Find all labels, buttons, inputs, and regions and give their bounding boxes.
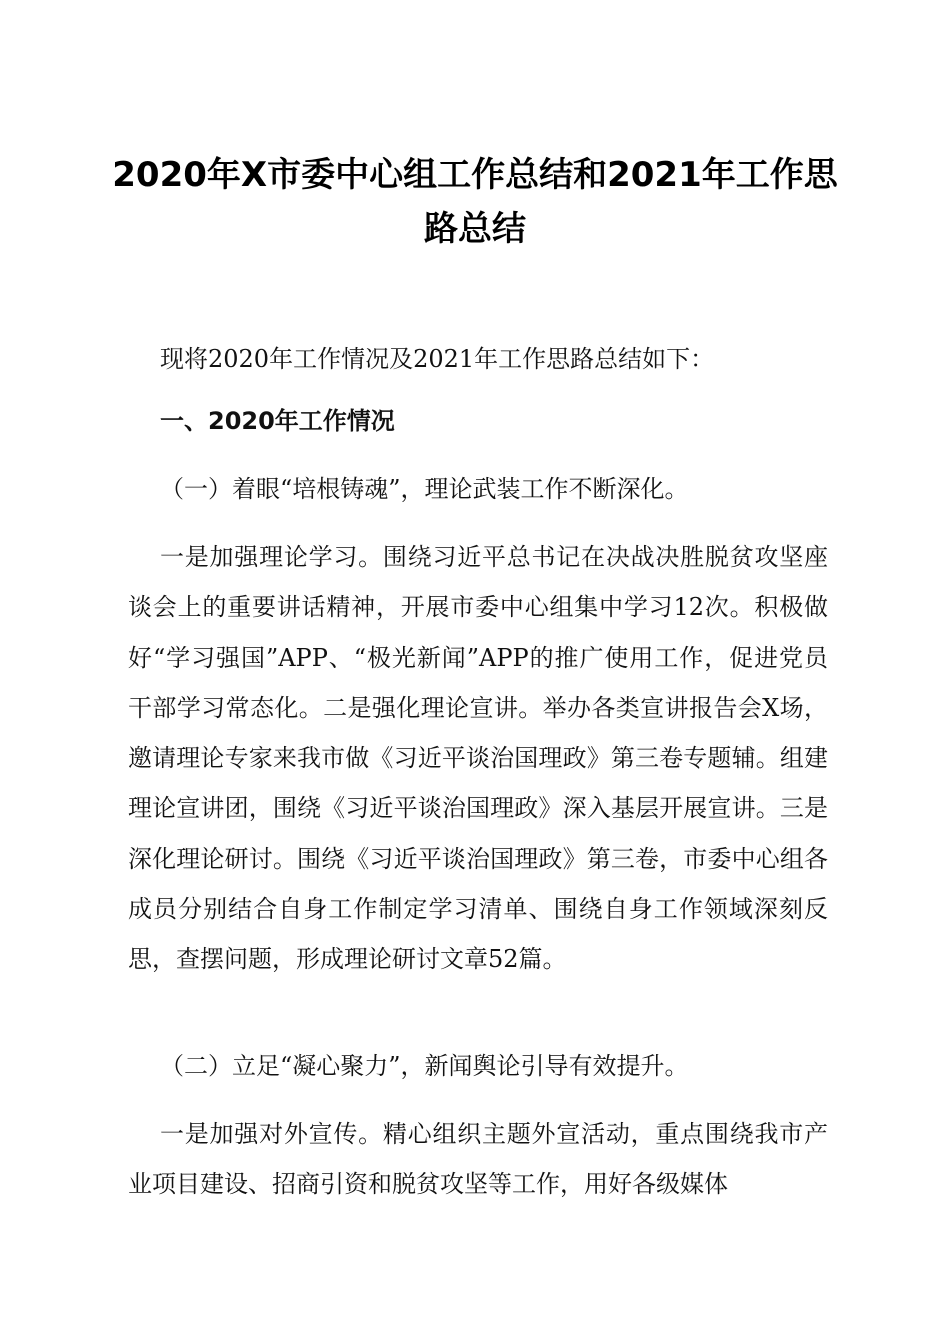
document-title: 2020年X市委中心组工作总结和2021年工作思路总结 (112, 155, 838, 249)
subsection-heading-theory: （一）着眼“培根铸魂”，理论武装工作不断深化。 (160, 475, 689, 503)
intro-paragraph: 现将2020年工作情况及2021年工作思路总结如下： (160, 345, 715, 373)
theory-work-paragraph: 一是加强理论学习。围绕习近平总书记在决战决胜脱贫攻坚座谈会上的重要讲话精神，开展市委中心组集中学习12次。积极做好“学习强国”APP、“极光新闻”APP的推广使用工作，促进党员干部学习常态化。二是强化理论宣讲。举办各类宣讲报告会X场，邀请理论专家来我市做《习近平谈治国理政》第三卷专题辅。组建理论宣讲团，围绕《习近平谈治国理政》深入基层开展宣讲。三是深化理论研讨。围绕《习近平谈治国理政》第三卷，市委中心组各成员分别结合自身工作制定学习清单、围绕自身工作领域深刻反思，查摆问题，形成理论研讨文章52篇。 (128, 543, 828, 974)
section-heading-2020-work: 一、2020年工作情况 (160, 407, 395, 435)
news-work-paragraph: 一是加强对外宣传。精心组织主题外宣活动，重点围绕我市产业项目建设、招商引资和脱贫攻坚等工作，用好各级媒体 (128, 1120, 828, 1199)
subsection-heading-news: （二）立足“凝心聚力”，新闻舆论引导有效提升。 (160, 1052, 689, 1080)
